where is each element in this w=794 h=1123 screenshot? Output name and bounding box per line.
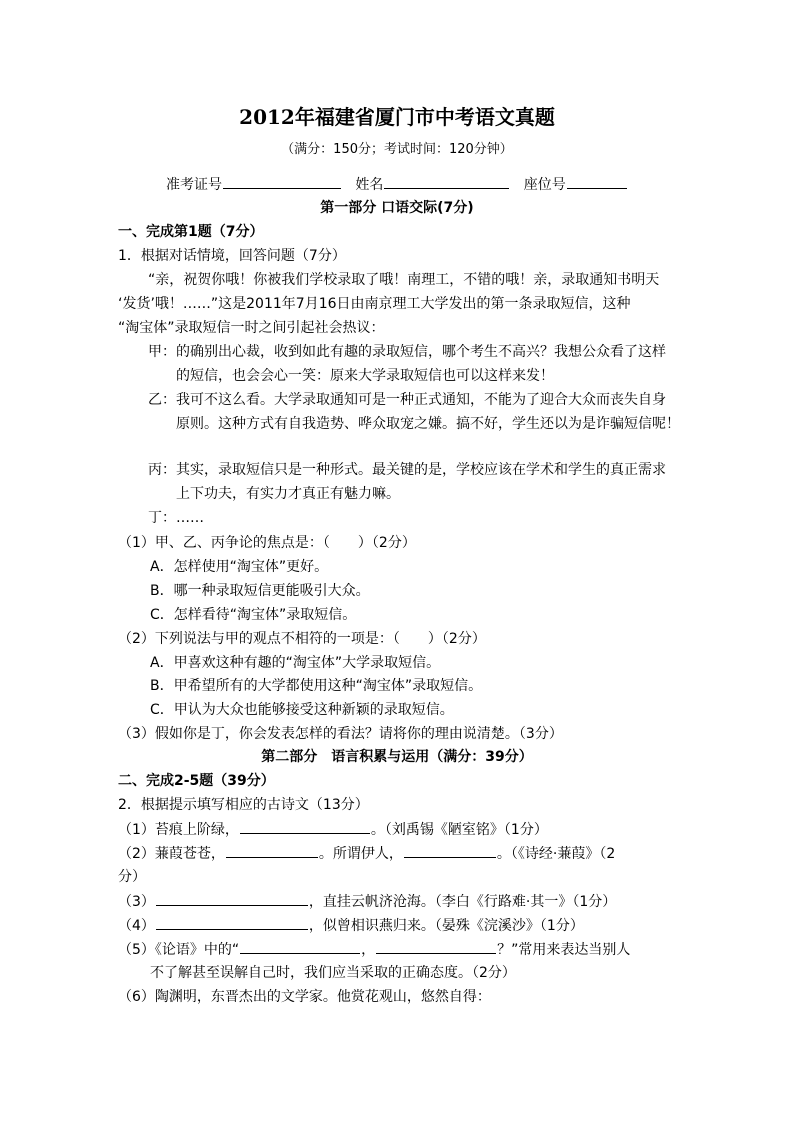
answer-blank[interactable] [240,939,360,954]
section1-heading: 一、完成第1题（7分） [118,224,264,240]
dialogue-ding: 丁：…… [148,510,204,526]
subquestion-1: （1）甲、乙、丙争论的焦点是：（ ）（2分） [118,535,416,551]
exam-info: （满分：150分；考试时间：120分钟） [281,142,513,157]
option-b: B．甲希望所有的大学都使用这种“淘宝体”录取短信。 [150,678,483,694]
fill-item-2 [118,843,615,863]
option-a: A．怎样使用“淘宝体”更好。 [150,559,329,575]
name-label: 姓名 [355,177,384,193]
answer-blank[interactable] [226,843,318,858]
dialogue-yi-cont: 原则。这种方式有自我造势、哗众取宠之嫌。搞不好，学生还以为是诈骗短信呢！ [176,416,680,432]
dialogue-bing-cont: 上下功夫，有实力才真正有魅力嘛。 [176,486,400,502]
subquestion-2: （2）下列说法与甲的观点不相符的一项是：（ ）（2分） [118,631,486,647]
item-text: （4） [118,918,155,934]
exam-number-field[interactable] [223,174,341,189]
fill-item-1 [118,819,548,839]
option-c: C．甲认为大众也能够接受这种新颖的录取短信。 [150,702,454,718]
dialogue-bing: 丙：其实，录取短信只是一种形式。最关键的是，学校应该在学术和学生的真正需求 [148,462,666,478]
seat-label: 座位号 [523,177,566,193]
item-text: （1）苔痕上阶绿， [118,822,239,838]
option-a: A．甲喜欢这种有趣的“淘宝体”大学录取短信。 [150,655,441,671]
section2-heading: 二、完成2-5题（39分） [118,773,275,789]
item-text: ，直挂云帆济沧海。（李白《行路难·其一》（1分） [308,894,617,910]
answer-blank[interactable] [156,915,308,930]
dialogue-jia: 甲：的确别出心裁，收到如此有趣的录取短信，哪个考生不高兴？我想公众看了这样 [148,344,666,360]
item-text: （5）《论语》中的“ [118,942,240,958]
fill-item-5-cont: 不了解甚至误解自己时，我们应当采取的正确态度。（2分） [150,965,516,981]
fill-item-3 [118,891,616,911]
item-text: 。（刘禹锡《陋室铭》（1分） [370,822,548,838]
item-text: （3） [118,894,155,910]
item-text: （2）蒹葭苍苍， [118,846,225,862]
fill-item-2-cont: 分） [118,869,146,885]
answer-blank[interactable] [376,939,496,954]
item-text: 。所谓伊人， [318,846,403,862]
part1-heading: 第一部分 口语交际(7分) [320,200,474,216]
item-text: ， [361,942,376,958]
option-b: B．哪一种录取短信更能吸引大众。 [150,583,370,599]
item-text: 。（《诗经·蒹葭》（2 [496,846,616,862]
fill-item-5 [118,939,630,959]
option-c: C．怎样看待“淘宝体”录取短信。 [150,607,357,623]
exam-number-label: 准考证号 [166,177,222,193]
fill-item-4 [118,915,584,935]
fill-item-6: （6）陶渊明，东晋杰出的文学家。他赏花观山，悠然自得： [118,989,491,1005]
passage-line: ‘发货’哦！……”这是2011年7月16日由南京理工大学发出的第一条录取短信，这种 [118,296,631,312]
subquestion-3: （3）假如你是丁，你会发表怎样的看法？请将你的理由说清楚。（3分） [118,726,563,742]
item-text: ？”常用来表达当别人 [497,942,631,958]
item-text: ，似曾相识燕归来。（晏殊《浣溪沙》（1分） [308,918,584,934]
question-1: 1．根据对话情境，回答问题（7分） [118,248,346,264]
dialogue-yi: 乙：我可不这么看。大学录取通知可是一种正式通知，不能为了迎合大众而丧失自身 [148,392,666,408]
name-field[interactable] [384,174,509,189]
seat-field[interactable] [567,174,627,189]
answer-blank[interactable] [156,891,308,906]
question-2: 2．根据提示填写相应的古诗文（13分） [118,797,369,813]
document-title: 2012年福建省厦门市中考语文真题 [239,105,555,129]
dialogue-jia-cont: 的短信，也会会心一笑：原来大学录取短信也可以这样来发！ [176,368,554,384]
candidate-info-line [166,174,628,194]
passage-line: “淘宝体”录取短信一时之间引起社会热议： [118,320,385,336]
answer-blank[interactable] [240,819,370,834]
answer-blank[interactable] [404,843,496,858]
part2-heading: 第二部分 语言积累与运用（满分：39分） [261,749,533,765]
passage-line: “亲，祝贺你哦！你被我们学校录取了哦！南理工，不错的哦！亲，录取通知书明天 [148,272,660,288]
